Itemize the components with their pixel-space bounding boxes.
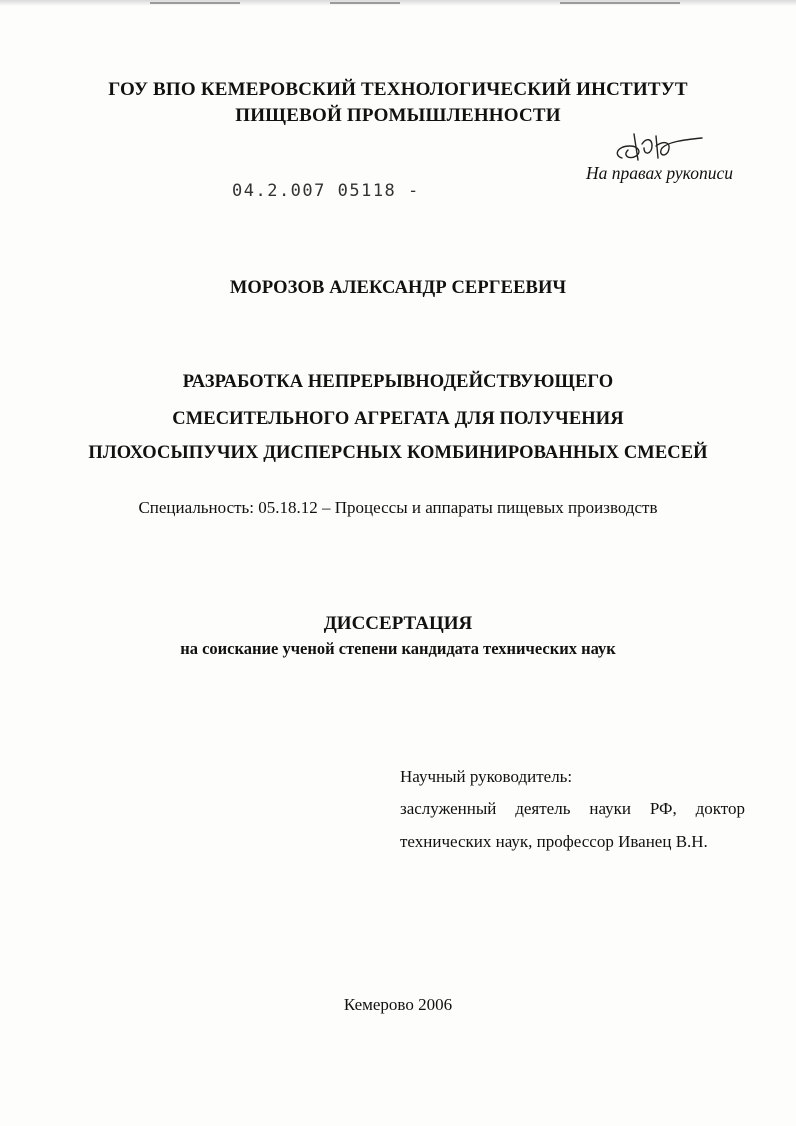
stamp-number: 04.2.007 05118 - bbox=[232, 181, 420, 201]
supervisor-line-1 bbox=[400, 799, 745, 819]
institution-line-1: ГОУ ВПО КЕМЕРОВСКИЙ ТЕХНОЛОГИЧЕСКИЙ ИНСТИТУТ bbox=[108, 79, 688, 100]
supervisor-word: науки bbox=[589, 799, 631, 818]
supervisor-word: РФ, bbox=[649, 799, 677, 818]
manuscript-note: На правах рукописи bbox=[586, 163, 733, 183]
document-type: ДИССЕРТАЦИЯ bbox=[323, 613, 473, 634]
title-line-2: СМЕСИТЕЛЬНОГО АГРЕГАТА ДЛЯ ПОЛУЧЕНИЯ bbox=[172, 409, 624, 429]
supervisor-line-2: технических наук, профессор Иванец В.Н. bbox=[400, 832, 708, 851]
author-name: МОРОЗОВ АЛЕКСАНДР СЕРГЕЕВИЧ bbox=[229, 278, 567, 298]
specialty-line: Специальность: 05.18.12 – Процессы и аппараты пищевых производств bbox=[138, 498, 658, 517]
scan-artifact bbox=[150, 2, 240, 4]
supervisor-word: деятель bbox=[515, 799, 571, 818]
supervisor-word: доктор bbox=[695, 799, 745, 818]
supervisor-word: заслуженный bbox=[400, 799, 497, 818]
degree-line: на соискание ученой степени кандидата технических наук bbox=[180, 639, 616, 658]
scan-artifact bbox=[560, 2, 680, 4]
institution-line-2: ПИЩЕВОЙ ПРОМЫШЛЕННОСТИ bbox=[235, 105, 561, 126]
title-line-3: ПЛОХОСЫПУЧИХ ДИСПЕРСНЫХ КОМБИНИРОВАННЫХ СМЕСЕЙ bbox=[88, 443, 708, 463]
title-line-1: РАЗРАБОТКА НЕПРЕРЫВНОДЕЙСТВУЮЩЕГО bbox=[182, 372, 614, 392]
supervisor-label: Научный руководитель: bbox=[400, 767, 573, 786]
city-year: Кемерово 2006 bbox=[343, 995, 453, 1014]
scan-artifact bbox=[330, 2, 400, 4]
